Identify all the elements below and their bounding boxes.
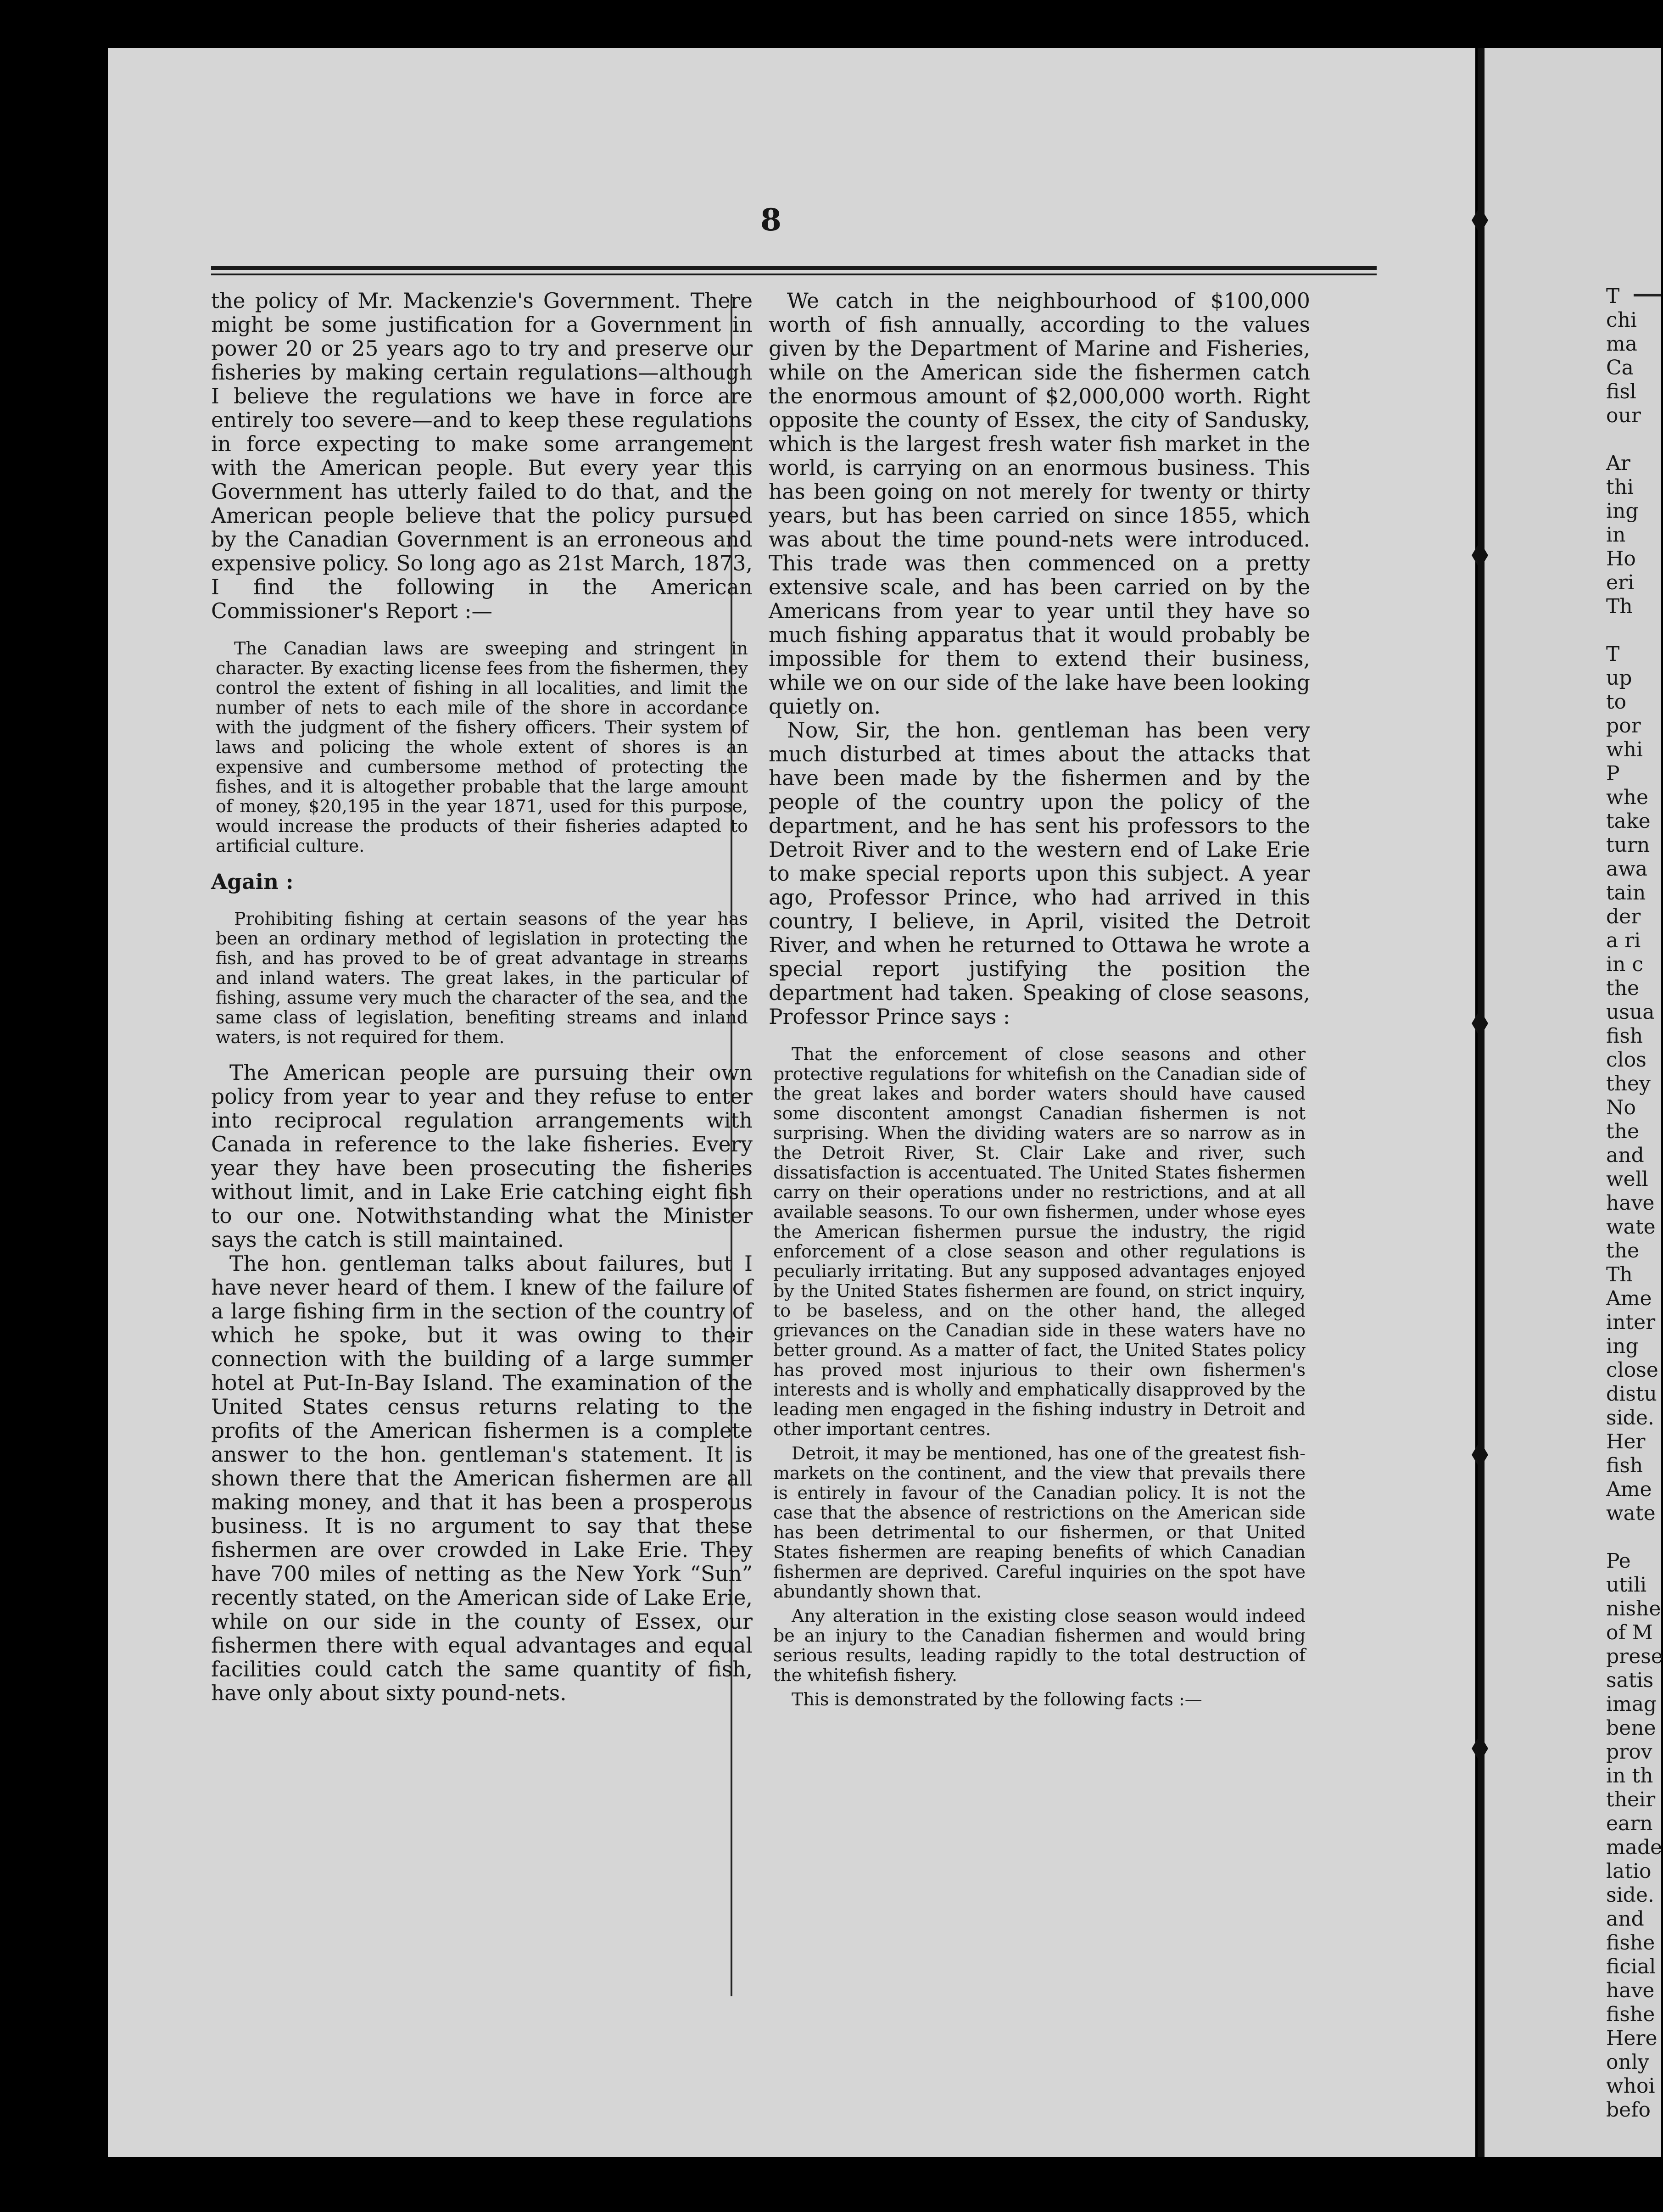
- next-page-fragment: Ar: [1606, 452, 1630, 475]
- binding-stitch-icon: [1471, 1010, 1489, 1037]
- next-page-fragment: distu: [1606, 1382, 1657, 1406]
- next-page-fragment: usua: [1606, 1000, 1655, 1024]
- next-page-fragment: Ho: [1606, 547, 1636, 570]
- block-quote: [216, 639, 748, 856]
- next-page-fragment: up: [1606, 666, 1632, 690]
- next-page-fragment: earn: [1606, 1812, 1653, 1835]
- paragraph: The hon. gentleman talks about failures, but I have never heard of them. I knew of the failure of a large fishing firm in the section of the country of which he spoke, but it was owing to their connection with the building of a large summer hotel at Put-In-Bay Island. The examination of the United States census returns relating to the profits of the American fishermen is a complete answer to the hon. gentleman's statement. It is shown there that the American fishermen are all making money, and that it has been a prosperous business. It is no argument to say that these fishermen are over crowded in Lake Erie. They have 700 miles of netting as the New York “Sun” recently stated, on the American side of Lake Erie, while on our side in the county of Essex, our fishermen there with equal advantages and equal facilities could catch the same quantity of fish, have only about sixty pound-nets.: [211, 1251, 753, 1705]
- quote-paragraph: Prohibiting fishing at certain seasons of the year has been an ordinary method of legislation in protecting the fish, and has proved to be of great advantage in streams and inland waters. The great lakes, in the particular of fishing, assume very much the character of the sea, and the same class of legislation, benefiting streams and inland waters, is not required for them.: [216, 909, 748, 1047]
- next-page-fragment: fish: [1606, 1454, 1643, 1477]
- left-column: [211, 289, 753, 1996]
- next-page-fragment: [1606, 619, 1661, 642]
- next-page-fragment: and: [1606, 1144, 1644, 1167]
- header-rule-thin: [211, 274, 1377, 275]
- next-page-fragment: [1606, 428, 1661, 452]
- next-page-fragment: No: [1606, 1096, 1636, 1119]
- next-page-fragment: awa: [1606, 857, 1648, 881]
- quote-paragraph: That the enforcement of close seasons and other protective regulations for whitefish on the Canadian side of the great lakes and border waters should have caused some discontent amongst Canadian fishermen is not surprising. When the dividing waters are so narrow as in the Detroit River, St. Clair Lake and river, such dissatisfaction is accentuated. The United States fishermen carry on their operations under no restrictions, and at all available seasons. To our own fishermen, under whose eyes the American fishermen pursue the industry, the rigid enforcement of a close season and other regulations is peculiarly irritating. But any supposed advantages enjoyed by the United States fishermen are found, on strict inquiry, to be baseless, and on the other hand, the alleged grievances on the Canadian side in these waters have no better ground. As a matter of fact, the United States policy has proved most injurious to their own fishermen's interests and is wholly and emphatically disapproved by the leading men engaged in the fishing industry in Detroit and other important centres.: [773, 1044, 1306, 1439]
- block-quote: [773, 1045, 1306, 1709]
- next-page-fragment: Ca: [1606, 356, 1634, 380]
- next-page-fragment: clos: [1606, 1048, 1646, 1072]
- next-page-fragment: whoi: [1606, 2074, 1655, 2098]
- binding-stitch-icon: [1471, 1441, 1489, 1469]
- paragraph: We catch in the neighbourhood of $100,000 worth of fish annually, according to the values given by the Department of Marine and Fisheries, while on the American side the fishermen catch the enormous amount of $2,000,000 worth. Right opposite the county of Essex, the city of Sandusky, which is the largest fresh water fish market in the world, is carrying on an enormous business. This has been going on not merely for twenty or thirty years, but has been carried on since 1855, which was about the time pound-nets were introduced. This trade was then commenced on a pretty extensive scale, and has been carried on by the Americans from year to year until they have so much fishing apparatus that it would probably be impossible for them to extend their business, while we on our side of the lake have been looking quietly on.: [769, 289, 1310, 719]
- next-page-fragment: nishe: [1606, 1597, 1661, 1620]
- next-page-fragment: tain: [1606, 881, 1646, 905]
- next-page-fragment: thi: [1606, 475, 1634, 499]
- next-page-fragments: [1606, 285, 1663, 2122]
- next-page-fragment: chi: [1606, 308, 1637, 332]
- next-page-fragment: Th: [1606, 595, 1633, 618]
- binding-stitch-icon: [1471, 207, 1489, 234]
- binding-stitch-icon: [1471, 542, 1489, 569]
- next-page-fragment: in th: [1606, 1764, 1653, 1787]
- next-page-fragment: of M: [1606, 1621, 1653, 1644]
- next-page-fragment: T: [1606, 642, 1620, 666]
- next-page-fragment: befo: [1606, 2098, 1651, 2122]
- paragraph: The American people are pursuing their own policy from year to year and they refuse to enter into reciprocal regulation arrangements with Canada in reference to the lake fisheries. Every year they have been prosecuting the fisheries without limit, and in Lake Erie catching eight fish to our one. Notwithstanding what the Minister says the catch is still maintained.: [211, 1061, 753, 1252]
- next-page-fragment: ficial: [1606, 1955, 1656, 1978]
- next-page-fragment: fishe: [1606, 2003, 1655, 2026]
- next-page-fragment: [1606, 1525, 1661, 1549]
- next-page-fragment: prese: [1606, 1645, 1663, 1668]
- next-page-fragment: imag: [1606, 1693, 1657, 1716]
- next-page-fragment: utili: [1606, 1573, 1647, 1597]
- quote-paragraph: The Canadian laws are sweeping and stringent in character. By exacting license fees from the fishermen, they control the extent of fishing in all localities, and limit the number of nets to each mile of the shore in accordance with the judgment of the fishery officers. Their system of laws and policing the whole extent of shores is an expensive and cumbersome method of protecting the fishes, and it is altogether probable that the large amount of money, $20,195 in the year 1871, used for this purpose, would increase the products of their fisheries adapted to artificial culture.: [216, 638, 748, 856]
- next-page-fragment: Th: [1606, 1263, 1633, 1286]
- quote-paragraph: This is demonstrated by the following facts :—: [792, 1689, 1202, 1709]
- next-page-fragment: wate: [1606, 1215, 1656, 1239]
- paragraph: Now, Sir, the hon. gentleman has been very much disturbed at times about the attacks that have been made by the fishermen and by the people of the country upon the policy of the department, and he has sent his professors to the Detroit River and to the western end of Lake Erie to make special reports upon this subject. A year ago, Professor Prince, who had arrived in this country, I believe, in April, visited the Detroit River, and when he returned to Ottawa he wrote a special report justifying the position the department had taken. Speaking of close seasons, Professor Prince says :: [769, 718, 1310, 1029]
- next-page-fragment: whe: [1606, 786, 1649, 809]
- next-page-fragment: der: [1606, 905, 1641, 928]
- binding-stitch-icon: [1471, 1735, 1489, 1762]
- header-rule: [211, 266, 1377, 270]
- next-page-fragment: Pe: [1606, 1549, 1631, 1573]
- next-page-fragment: only: [1606, 2050, 1649, 2074]
- next-page-fragment: a ri: [1606, 929, 1641, 952]
- again-label: Again :: [211, 869, 294, 894]
- next-page-fragment: whi: [1606, 738, 1643, 761]
- next-page-fragment: made: [1606, 1836, 1663, 1859]
- next-page-fragment: P: [1606, 762, 1620, 785]
- next-page-fragment: have: [1606, 1191, 1655, 1215]
- next-page-fragment: have: [1606, 1979, 1655, 2002]
- next-page-fragment: prov: [1606, 1740, 1652, 1764]
- next-page-fragment: ma: [1606, 332, 1637, 356]
- next-page-fragment: Here: [1606, 2027, 1657, 2050]
- right-column: [769, 289, 1310, 1996]
- next-page-fragment: well: [1606, 1167, 1648, 1191]
- paragraph: the policy of Mr. Mackenzie's Government. There might be some justification for a Government in power 20 or 25 years ago to try and preserve our fisheries by making certain regulations—although I believe the regulations we have in force are entirely too severe—and to keep these regulations in force expecting to make some arrangement with the American people. But every year this Government has utterly failed to do that, and the American people believe that the policy pursued by the Canadian Government is an erroneous and expensive policy. So long ago as 21st March, 1873, I find the following in the American Commissioner's Report :—: [211, 289, 753, 623]
- next-page-fragment: ing: [1606, 1335, 1639, 1358]
- quote-paragraph: Any alteration in the existing close season would indeed be an injury to the Canadian fishermen and would bring serious results, leading rapidly to the total destruction of the whitefish fishery.: [773, 1606, 1306, 1685]
- next-page-fragment: wate: [1606, 1502, 1656, 1525]
- block-quote: [216, 909, 748, 1047]
- next-page-fragment: our: [1606, 404, 1641, 427]
- next-page-fragment: close: [1606, 1358, 1658, 1382]
- next-page-fragment: satis: [1606, 1669, 1654, 1692]
- next-page-fragment: ing: [1606, 499, 1639, 523]
- next-page-fragment: eri: [1606, 571, 1635, 594]
- book-gutter: [1478, 48, 1484, 2157]
- next-page-fragment: in c: [1606, 953, 1644, 976]
- next-page-fragment: side.: [1606, 1406, 1654, 1430]
- next-page-fragment: por: [1606, 714, 1641, 737]
- next-page-fragment: the: [1606, 977, 1640, 1000]
- next-page-fragment: latio: [1606, 1860, 1652, 1883]
- next-page-fragment: inter: [1606, 1311, 1656, 1334]
- next-page-fragment: fish: [1606, 1024, 1643, 1048]
- next-page-fragment: the: [1606, 1239, 1640, 1262]
- next-page-fragment: T: [1606, 285, 1620, 308]
- next-page-fragment: they: [1606, 1072, 1651, 1095]
- next-page-fragment: their: [1606, 1788, 1656, 1811]
- next-page-fragment: fisl: [1606, 380, 1636, 403]
- next-page-fragment: fishe: [1606, 1931, 1655, 1955]
- next-page-fragment: Her: [1606, 1430, 1646, 1453]
- quote-paragraph: Detroit, it may be mentioned, has one of the greatest fish-markets on the continent, and the view that prevails there is entirely in favour of the Canadian policy. It is not the case that the absence of restrictions on the American side has been detrimental to our fishermen, or that United States fishermen are reaping benefits of which Canadian fishermen are deprived. Careful inquiries on the spot have abundantly shown that.: [773, 1443, 1306, 1602]
- page-number: 8: [760, 202, 781, 238]
- next-page-fragment: take: [1606, 810, 1651, 833]
- next-page-fragment: the: [1606, 1120, 1640, 1143]
- next-page-fragment: Ame: [1606, 1287, 1652, 1310]
- next-page-fragment: and: [1606, 1907, 1644, 1931]
- next-page-fragment: bene: [1606, 1716, 1656, 1740]
- next-page-fragment: Ame: [1606, 1478, 1652, 1501]
- next-page-fragment: turn: [1606, 833, 1650, 857]
- next-page-fragment: in: [1606, 523, 1626, 547]
- next-page-fragment: side.: [1606, 1883, 1654, 1907]
- next-page-fragment: to: [1606, 690, 1627, 714]
